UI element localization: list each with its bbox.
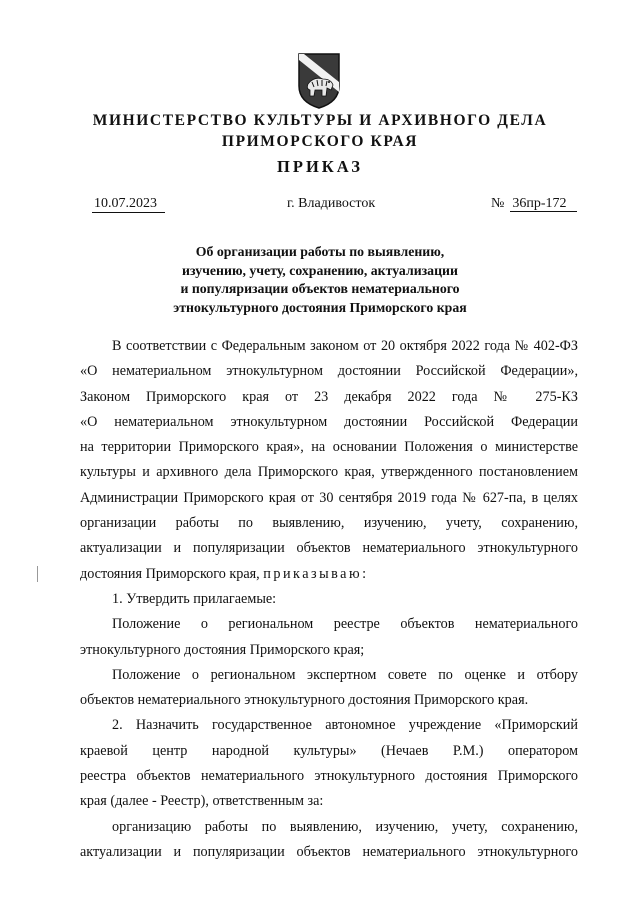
order-subject [0, 243, 640, 317]
order-city: г. Владивосток [287, 196, 376, 211]
body-line: организации работы по выявлению, изучению, учету, сохранению, [80, 515, 578, 532]
body-line: Положение о региональном реестре объектов нематериального [112, 616, 578, 633]
body-line [80, 562, 578, 587]
order-title: ПРИКАЗ [277, 157, 363, 176]
body-line: краевой центр народной культуры» (Нечаев Р.М.) оператором [80, 742, 578, 759]
order-number [491, 196, 577, 212]
order-date: 10.07.2023 [92, 196, 165, 213]
order-body [80, 334, 578, 865]
body-line: 1. Утвердить прилагаемые: [112, 590, 277, 607]
subject-line-1: Об организации работы по выявлению, [195, 244, 445, 259]
body-line: Администрации Приморского края от 30 сентября 2019 года № 627-па, в целях [80, 489, 578, 506]
order-directive: приказываю: [263, 565, 369, 582]
body-line: актуализации и популяризации объектов нематериального этнокультурного [80, 540, 578, 557]
body-line: Законом Приморского края от 23 декабря 2022 года № 275-КЗ [80, 388, 578, 405]
body-text: достояния Приморского края, [80, 565, 264, 582]
body-line: «О нематериальном этнокультурном достоянии Российской Федерации», [80, 363, 578, 380]
body-line: на территории Приморского края», на основании Положения о министерстве [80, 439, 578, 456]
body-line: этнокультурного достояния Приморского края; [80, 641, 365, 658]
ministry-name [0, 110, 640, 152]
subject-line-4: этнокультурного достояния Приморского края [173, 299, 467, 315]
body-line: края (далее - Реестр), ответственным за: [80, 793, 324, 810]
body-line: объектов нематериального этнокультурного достояния Приморского края. [80, 692, 529, 709]
body-line: 2. Назначить государственное автономное учреждение «Приморский [112, 717, 578, 734]
ministry-line-1: МИНИСТЕРСТВО КУЛЬТУРЫ И АРХИВНОГО ДЕЛА [92, 112, 548, 129]
coat-of-arms-icon [296, 52, 342, 110]
number-value: 36пр-172 [510, 196, 576, 212]
body-line: «О нематериальном этнокультурном достоянии Российской Федерации [80, 413, 578, 430]
body-line: реестра объектов нематериального этнокультурного достояния Приморского [80, 768, 578, 785]
body-line: культуры и архивного дела Приморского края, утвержденного постановлением [80, 464, 578, 481]
number-label: № [491, 196, 505, 211]
ministry-line-2: ПРИМОРСКОГО КРАЯ [221, 133, 419, 150]
subject-line-2: изучению, учету, сохранению, актуализации [182, 262, 458, 278]
body-line: актуализации и популяризации объектов нематериального этнокультурного [80, 843, 578, 860]
subject-line-3: и популяризации объектов нематериального [180, 281, 460, 296]
scan-margin-mark [37, 566, 38, 582]
body-line: организацию работы по выявлению, изучению, учету, сохранению, [112, 818, 578, 835]
body-line: Положение о региональном экспертном совете по оценке и отбору [112, 666, 578, 683]
body-line: В соответствии с Федеральным законом от 20 октября 2022 года № 402-ФЗ [112, 338, 578, 354]
